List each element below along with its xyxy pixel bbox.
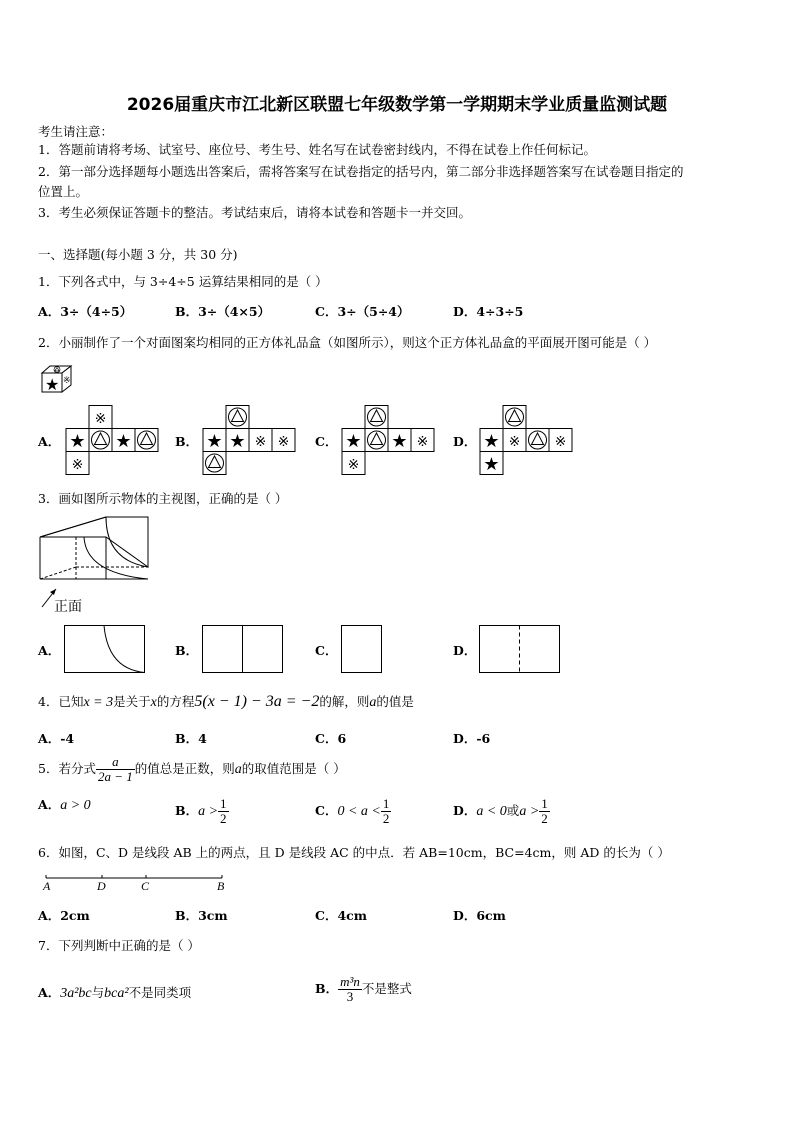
q7-option-b-tail: 不是整式 (361, 981, 412, 996)
q4-text-2: 是关于 (113, 694, 151, 709)
q3-option-d[interactable]: D． (453, 643, 477, 658)
q2-option-c[interactable]: C． (315, 434, 338, 449)
q5-numerator: a (96, 755, 135, 770)
section-heading: 一、选择题(每小题 3 分，共 30 分) (38, 247, 238, 262)
q6-option-b[interactable]: B．3cm (175, 908, 228, 923)
q6-point-c: C (141, 879, 150, 893)
q4-var-a: a (369, 695, 377, 710)
q7-option-a-label: A． (38, 985, 61, 1000)
svg-text:※: ※ (277, 435, 290, 450)
notice-item-2: 2．第一部分选择题每小题选出答案后，需将答案写在试卷指定的括号内，第二部分非选择题答案写在试卷题目指定的 (38, 164, 684, 179)
q5-option-c-label: C． (315, 803, 338, 818)
notice-item-1: 1．答题前请将考场、试室号、座位号、考生号、姓名写在试卷密封线内，不得在试卷上作任何标记。 (38, 142, 596, 157)
q4-option-b[interactable]: B．4 (175, 731, 207, 746)
q5-option-c-num: 1 (382, 796, 390, 811)
svg-text:★: ★ (206, 431, 223, 451)
q5-option-a-math: a > 0 (60, 798, 91, 813)
q2-option-d[interactable]: D． (453, 434, 477, 449)
svg-text:★: ★ (69, 431, 86, 451)
q6-option-d[interactable]: D．6cm (453, 908, 506, 923)
q5-option-c-den: 2 (382, 811, 390, 826)
q2-net-d[interactable] (479, 405, 579, 475)
q1-option-b[interactable]: B．3÷（4×5） (175, 304, 271, 319)
q2-net-c[interactable] (341, 405, 441, 475)
q5-text-2: 的值总是正数，则 (134, 761, 235, 776)
svg-text:※: ※ (347, 458, 360, 473)
notice-item-3: 3．考生必须保证答题卡的整洁。考试结束后，请将本试卷和答题卡一并交回。 (38, 205, 471, 220)
q1-option-d[interactable]: D．4÷3÷5 (453, 304, 524, 319)
svg-text:★: ★ (391, 431, 408, 451)
svg-text:※: ※ (254, 435, 267, 450)
q7-option-a-term-2: bca² (104, 986, 129, 1001)
svg-text:★: ★ (45, 377, 60, 394)
q1-stem: 1．下列各式中，与 3÷4÷5 运算结果相同的是（ ） (38, 274, 328, 289)
q7-option-b-fraction (338, 975, 362, 1004)
q5-stem (38, 755, 346, 784)
q3-stem: 3．画如图所示物体的主视图，正确的是（ ） (38, 491, 288, 506)
q7-option-b-den: 3 (346, 989, 354, 1004)
q5-option-d-fraction (539, 797, 550, 826)
q5-option-b-math: a > (198, 804, 219, 819)
q1-option-a[interactable]: A．3÷（4÷5） (38, 304, 133, 319)
q3-view-d[interactable] (479, 625, 561, 673)
q6-point-d: D (97, 879, 106, 893)
q6-segment-figure (40, 868, 230, 894)
q5-option-c-math: 0 < a < (337, 804, 381, 819)
svg-text:※: ※ (94, 412, 107, 427)
q5-option-b-den: 2 (220, 811, 227, 826)
q5-option-c-fraction (381, 797, 392, 826)
q5-var-a: a (234, 762, 242, 777)
q5-option-d-math-1: a < 0 (476, 804, 507, 819)
svg-text:※: ※ (508, 435, 521, 450)
q6-point-b: B (217, 879, 225, 893)
q5-option-b-label: B． (175, 803, 199, 818)
q4-option-d[interactable]: D．-6 (453, 731, 491, 746)
q5-option-d-num: 1 (541, 796, 548, 811)
q5-option-b-fraction (218, 797, 229, 826)
q4-text-4: 的解，则 (319, 694, 370, 709)
q3-option-b[interactable]: B． (175, 643, 199, 658)
q5-option-d-math-2: a > (519, 804, 540, 819)
notice-item-2-cont: 位置上。 (38, 184, 89, 199)
q7-option-b-num: m³n (340, 974, 360, 989)
q4-eq-1: x = 3 (83, 695, 114, 710)
q7-stem: 7．下列判断中正确的是（ ） (38, 938, 200, 953)
q2-option-a[interactable]: A． (38, 434, 61, 449)
q3-option-c[interactable]: C． (315, 643, 338, 658)
svg-text:※: ※ (416, 435, 429, 450)
q7-option-b[interactable] (315, 975, 412, 1004)
q5-option-d-den: 2 (541, 811, 548, 826)
q3-view-b[interactable] (202, 625, 284, 673)
q1-option-c[interactable]: C．3÷（5÷4） (315, 304, 410, 319)
q5-option-b[interactable] (175, 797, 229, 826)
q5-option-c[interactable] (315, 797, 391, 826)
q3-front-label: 正面 (54, 599, 82, 615)
q6-stem: 6．如图，C、D 是线段 AB 上的两点，且 D 是线段 AC 的中点．若 AB=10cm，BC=4cm，则 AD 的长为（ ） (38, 845, 670, 860)
q5-option-a[interactable] (38, 797, 91, 814)
q5-option-d-or: 或 (506, 803, 520, 818)
q4-text-5: 的值是 (376, 694, 414, 709)
svg-text:※: ※ (71, 458, 84, 473)
q5-option-d-label: D． (453, 803, 477, 818)
q7-option-a-mid: 与 (91, 985, 105, 1000)
q3-view-c[interactable] (341, 625, 383, 673)
svg-text:★: ★ (229, 431, 246, 451)
q5-fraction (96, 755, 135, 784)
q5-option-d[interactable] (453, 797, 550, 826)
q2-option-b[interactable]: B． (175, 434, 199, 449)
svg-text:★: ★ (483, 454, 500, 474)
q5-text-3: 的取值范围是（ ） (241, 761, 346, 776)
q4-option-a[interactable]: A．-4 (38, 731, 75, 746)
q6-option-a[interactable]: A．2cm (38, 908, 90, 923)
q5-text-1: 5．若分式 (38, 761, 96, 776)
gift-box-cube-figure (40, 364, 74, 394)
q5-option-b-num: 1 (220, 796, 227, 811)
q4-text-3: 的方程 (156, 694, 195, 709)
q4-eq-2: 5(x − 1) − 3a = −2 (194, 693, 320, 710)
q2-stem: 2．小丽制作了一个对面图案均相同的正方体礼品盒（如图所示），则这个正方体礼品盒的平面展开图可能是（ ） (38, 335, 657, 350)
svg-text:※: ※ (554, 435, 567, 450)
svg-text:※: ※ (63, 375, 71, 385)
svg-text:★: ★ (483, 431, 500, 451)
q4-option-c[interactable]: C．6 (315, 731, 347, 746)
q4-stem (38, 692, 414, 711)
q7-option-a-tail: 不是同类项 (128, 985, 192, 1000)
q3-view-a[interactable] (64, 625, 146, 673)
q4-var-x: x (150, 695, 157, 710)
page-title: 2026届重庆市江北新区联盟七年级数学第一学期期末学业质量监测试题 (126, 95, 668, 115)
q7-option-a-term-1: 3a²bc (60, 986, 92, 1001)
svg-text:★: ★ (115, 431, 132, 451)
q6-option-c[interactable]: C．4cm (315, 908, 367, 923)
q4-text-1: 4．已知 (38, 694, 84, 709)
q5-option-a-label: A． (38, 797, 61, 812)
q6-point-a: A (43, 879, 51, 893)
notice-heading: 考生请注意： (38, 124, 114, 139)
q7-option-a[interactable] (38, 983, 191, 1002)
q2-net-a[interactable] (65, 405, 165, 475)
q7-option-b-label: B． (315, 981, 339, 996)
q5-denominator: 2a − 1 (97, 769, 133, 784)
q2-net-b[interactable] (202, 405, 302, 475)
svg-text:★: ★ (345, 431, 362, 451)
q3-option-a[interactable]: A． (38, 643, 61, 658)
